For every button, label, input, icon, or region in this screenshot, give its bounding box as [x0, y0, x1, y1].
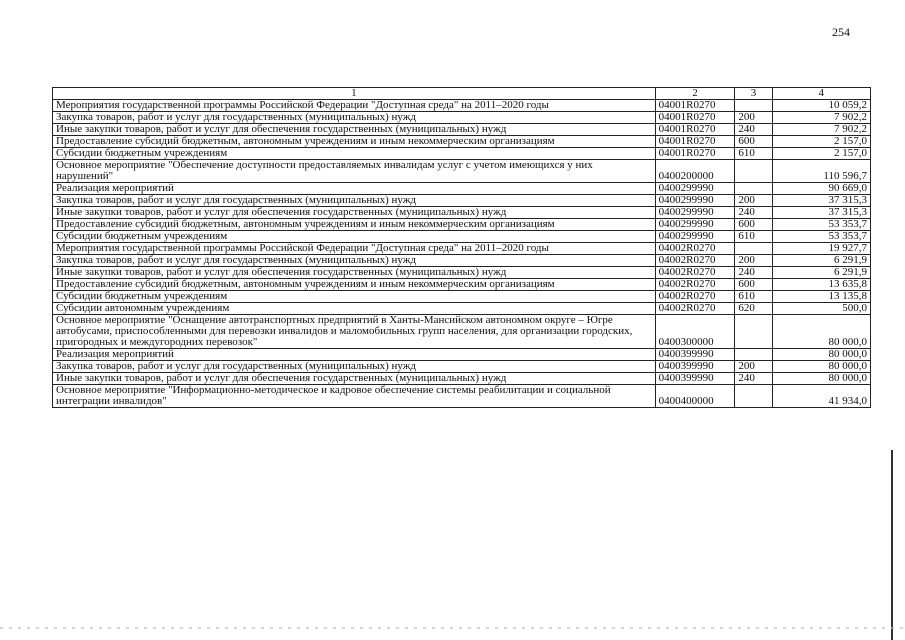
- row-expense-type: [735, 100, 772, 112]
- row-amount: 80 000,0: [772, 361, 870, 373]
- row-amount: 80 000,0: [772, 373, 870, 385]
- row-description: Закупка товаров, работ и услуг для государственных (муниципальных) нужд: [53, 195, 656, 207]
- row-description: Закупка товаров, работ и услуг для государственных (муниципальных) нужд: [53, 361, 656, 373]
- row-expense-type: 600: [735, 219, 772, 231]
- table-row: [53, 361, 871, 373]
- row-amount: 80 000,0: [772, 315, 870, 349]
- row-amount: 80 000,0: [772, 349, 870, 361]
- row-expense-type: 200: [735, 255, 772, 267]
- row-description: Субсидии бюджетным учреждениям: [53, 231, 656, 243]
- page-edge-line: [891, 450, 893, 640]
- table-row: [53, 303, 871, 315]
- row-target-code: 0400299990: [655, 207, 735, 219]
- row-description: Реализация мероприятий: [53, 183, 656, 195]
- column-header-3: 3: [735, 88, 772, 100]
- row-description: Субсидии бюджетным учреждениям: [53, 291, 656, 303]
- row-description: Иные закупки товаров, работ и услуг для обеспечения государственных (муниципальных) нужд: [53, 373, 656, 385]
- table-row: [53, 183, 871, 195]
- row-expense-type: [735, 160, 772, 183]
- row-target-code: 04001R0270: [655, 124, 735, 136]
- row-amount: 10 059,2: [772, 100, 870, 112]
- table-row: [53, 243, 871, 255]
- column-header-1: 1: [53, 88, 656, 100]
- row-amount: 37 315,3: [772, 195, 870, 207]
- table-row: [53, 136, 871, 148]
- page-number: 254: [832, 25, 850, 39]
- table-row: [53, 349, 871, 361]
- table-row: [53, 112, 871, 124]
- row-target-code: 0400400000: [655, 385, 735, 408]
- table-row: [53, 279, 871, 291]
- row-expense-type: 240: [735, 267, 772, 279]
- row-description: Субсидии бюджетным учреждениям: [53, 148, 656, 160]
- row-description: Иные закупки товаров, работ и услуг для обеспечения государственных (муниципальных) нужд: [53, 124, 656, 136]
- table-row: [53, 195, 871, 207]
- row-expense-type: 240: [735, 124, 772, 136]
- row-target-code: 04002R0270: [655, 267, 735, 279]
- table-row: [53, 207, 871, 219]
- row-amount: 500,0: [772, 303, 870, 315]
- row-description: Реализация мероприятий: [53, 349, 656, 361]
- table-row: [53, 255, 871, 267]
- row-target-code: 04002R0270: [655, 243, 735, 255]
- row-target-code: 04002R0270: [655, 291, 735, 303]
- table-row: [53, 100, 871, 112]
- row-expense-type: 610: [735, 231, 772, 243]
- row-target-code: 0400299990: [655, 195, 735, 207]
- row-description: Предоставление субсидий бюджетным, автономным учреждениям и иным некоммерческим организациям: [53, 219, 656, 231]
- row-amount: 53 353,7: [772, 219, 870, 231]
- table-row: [53, 291, 871, 303]
- row-target-code: 0400399990: [655, 373, 735, 385]
- row-expense-type: [735, 243, 772, 255]
- row-amount: 13 135,8: [772, 291, 870, 303]
- row-amount: 7 902,2: [772, 124, 870, 136]
- scan-noise: [0, 627, 905, 629]
- row-target-code: 04001R0270: [655, 148, 735, 160]
- row-expense-type: [735, 183, 772, 195]
- row-description: Мероприятия государственной программы Российской Федерации "Доступная среда" на 2011–2020 годы: [53, 243, 656, 255]
- row-expense-type: 610: [735, 291, 772, 303]
- table-row: [53, 219, 871, 231]
- row-description: Основное мероприятие "Оснащение автотранспортных предприятий в Ханты-Мансийском автономном округе – Югре автобусами, приспособленными для перевозки инвалидов и маломобильных групп населения, для организации городских, пригородных и междугородних перевозок": [53, 315, 656, 349]
- column-header-4: 4: [772, 88, 870, 100]
- row-expense-type: 240: [735, 207, 772, 219]
- table-header-row: [53, 88, 871, 100]
- row-target-code: 04002R0270: [655, 255, 735, 267]
- row-expense-type: 200: [735, 195, 772, 207]
- table-row: [53, 124, 871, 136]
- row-target-code: 0400399990: [655, 349, 735, 361]
- row-expense-type: [735, 315, 772, 349]
- row-amount: 13 635,8: [772, 279, 870, 291]
- row-target-code: 0400299990: [655, 231, 735, 243]
- table-row: [53, 231, 871, 243]
- row-expense-type: [735, 385, 772, 408]
- row-expense-type: 200: [735, 112, 772, 124]
- row-description: Субсидии автономным учреждениям: [53, 303, 656, 315]
- row-target-code: 0400399990: [655, 361, 735, 373]
- row-description: Основное мероприятие "Информационно-методическое и кадровое обеспечение системы реабилитации и социальной интеграции инвалидов": [53, 385, 656, 408]
- row-expense-type: 610: [735, 148, 772, 160]
- row-amount: 19 927,7: [772, 243, 870, 255]
- row-expense-type: 620: [735, 303, 772, 315]
- row-target-code: 0400299990: [655, 219, 735, 231]
- row-expense-type: 600: [735, 279, 772, 291]
- row-description: Основное мероприятие "Обеспечение доступности предоставляемых инвалидам услуг с учетом имеющихся у них нарушений": [53, 160, 656, 183]
- row-target-code: 04002R0270: [655, 303, 735, 315]
- row-target-code: 04001R0270: [655, 136, 735, 148]
- row-amount: 41 934,0: [772, 385, 870, 408]
- row-amount: 53 353,7: [772, 231, 870, 243]
- row-description: Закупка товаров, работ и услуг для государственных (муниципальных) нужд: [53, 255, 656, 267]
- row-amount: 37 315,3: [772, 207, 870, 219]
- row-description: Мероприятия государственной программы Российской Федерации "Доступная среда" на 2011–2020 годы: [53, 100, 656, 112]
- column-header-2: 2: [655, 88, 735, 100]
- table-row: [53, 315, 871, 349]
- row-amount: 2 157,0: [772, 136, 870, 148]
- table-row: [53, 148, 871, 160]
- table-row: [53, 267, 871, 279]
- row-description: Предоставление субсидий бюджетным, автономным учреждениям и иным некоммерческим организациям: [53, 279, 656, 291]
- row-expense-type: 600: [735, 136, 772, 148]
- row-target-code: 04001R0270: [655, 100, 735, 112]
- budget-table: [52, 87, 871, 408]
- table-row: [53, 385, 871, 408]
- row-amount: 2 157,0: [772, 148, 870, 160]
- row-target-code: 04001R0270: [655, 112, 735, 124]
- row-expense-type: [735, 349, 772, 361]
- row-amount: 90 669,0: [772, 183, 870, 195]
- row-amount: 6 291,9: [772, 255, 870, 267]
- row-amount: 6 291,9: [772, 267, 870, 279]
- row-description: Закупка товаров, работ и услуг для государственных (муниципальных) нужд: [53, 112, 656, 124]
- table-body: [53, 100, 871, 408]
- row-expense-type: 240: [735, 373, 772, 385]
- row-expense-type: 200: [735, 361, 772, 373]
- row-target-code: 0400200000: [655, 160, 735, 183]
- row-description: Иные закупки товаров, работ и услуг для обеспечения государственных (муниципальных) нужд: [53, 267, 656, 279]
- row-target-code: 0400299990: [655, 183, 735, 195]
- row-target-code: 0400300000: [655, 315, 735, 349]
- row-description: Предоставление субсидий бюджетным, автономным учреждениям и иным некоммерческим организациям: [53, 136, 656, 148]
- row-description: Иные закупки товаров, работ и услуг для обеспечения государственных (муниципальных) нужд: [53, 207, 656, 219]
- table-row: [53, 160, 871, 183]
- table-row: [53, 373, 871, 385]
- row-amount: 7 902,2: [772, 112, 870, 124]
- row-amount: 110 596,7: [772, 160, 870, 183]
- row-target-code: 04002R0270: [655, 279, 735, 291]
